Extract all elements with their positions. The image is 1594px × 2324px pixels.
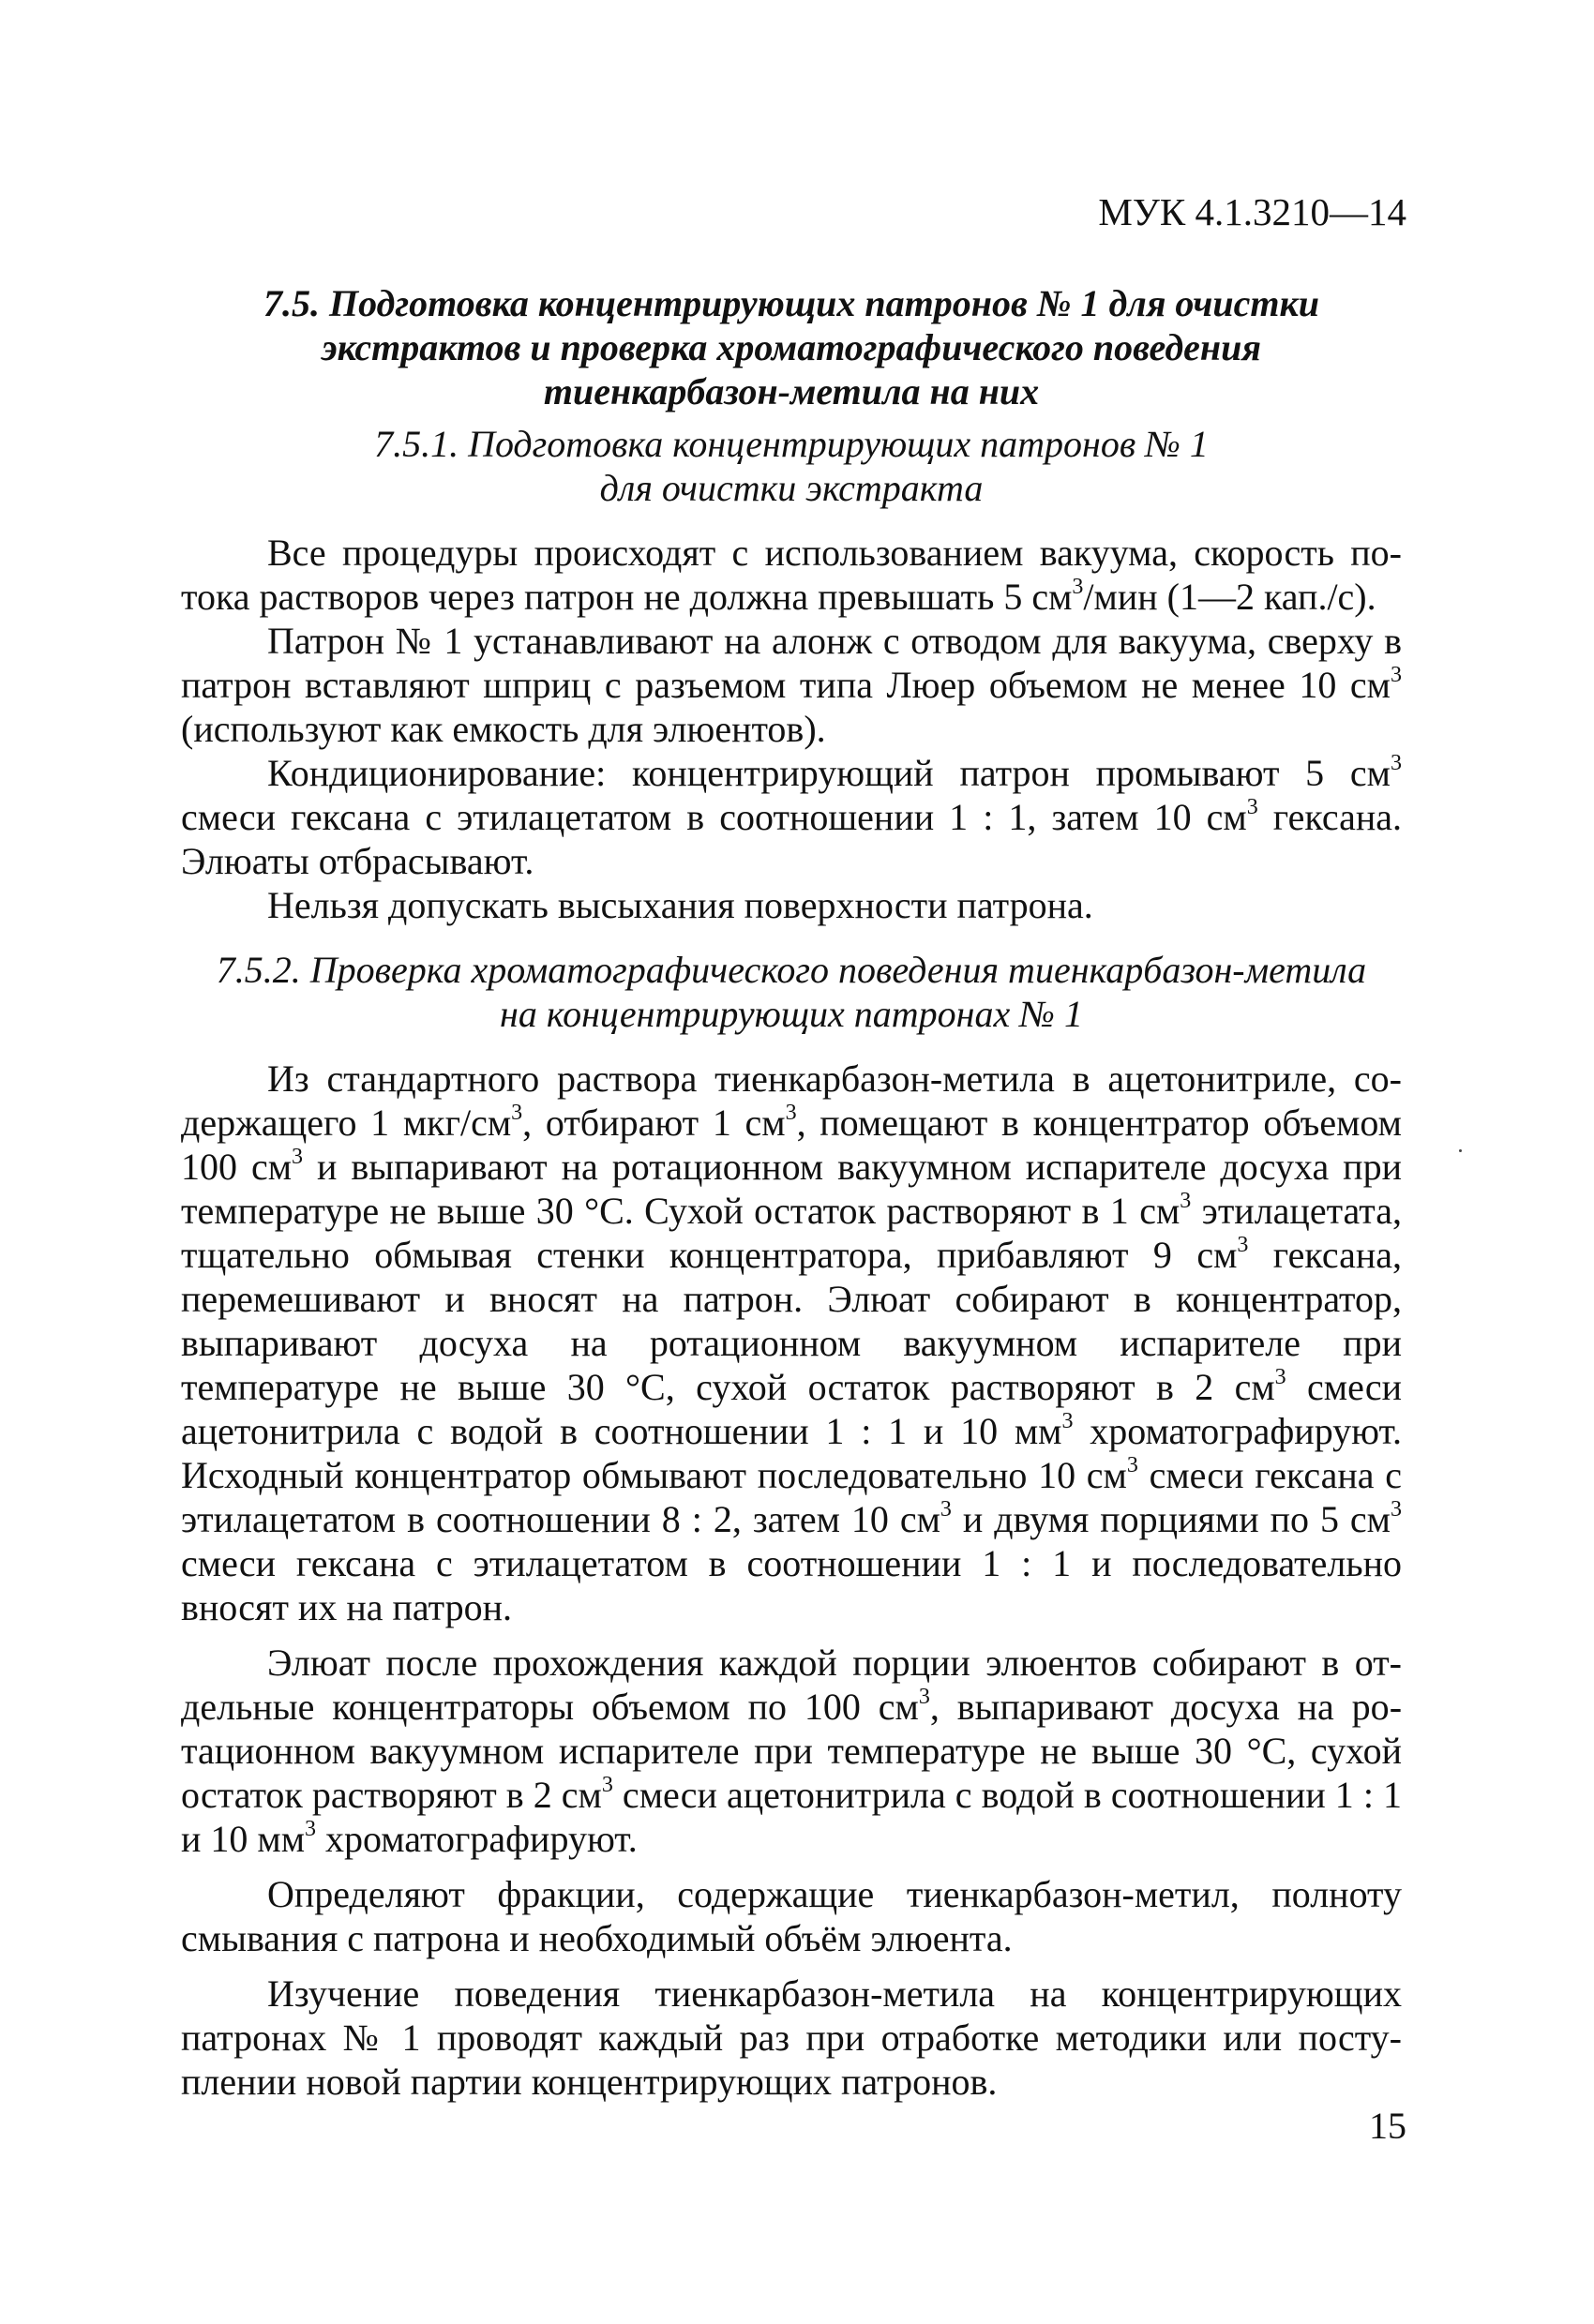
paragraph-determine-fractions: Определяют фракции, содержащие тиенкарбазон-метил, полноту смывания с патрона и необходимый объём элюента. — [181, 1873, 1402, 1959]
document-code: МУК 4.1.3210—14 — [1098, 190, 1406, 233]
scan-speck — [1459, 1149, 1462, 1152]
paragraph-no-drying: Нельзя допускать высыхания поверхности патрона. — [267, 884, 1093, 926]
paragraph-cartridge-setup: Патрон № 1 устанавливают на алонж с отводом для вакуума, сверху в патрон вставляют шприц с разъемом типа Люер объемом не менее 10 $см^3$ (используют как емкость для элюентов). — [181, 620, 1402, 750]
subsection-heading-7-5-1: 7.5.1. Подготовка концентрирующих патронов № 1 для очистки экстракта — [374, 423, 1209, 509]
paragraph-standard-solution: Из стандартного раствора тиенкарбазон-метила в ацетонитриле, содержащего 1 мкг/$см^3$, отбирают 1 $см^3$, помещают в концентратор объемом 100 $см^3$ и выпаривают на ротационном вакуумном испарителе досуха при температуре не выше 30 °С. Сухой остаток растворяют в 1 $см^3$ этилацетата, тщательно обмывая стенки концентратора, прибавляют 9 $см^3$ гексана, перемешивают и вносят на патрон. Элюат собирают в концентратор, выпаривают досуха на ротационном вакуумном испарителе при температуре не выше 30 °С, сухой остаток растворяют в 2 $см^3$ смеси ацетонитрила с водой в соотношении 1 : 1 и 10 $мм^3$ хроматографируют. Исходный концентратор обмывают последовательно 10 $см^3$ смеси гексана с этилацетатом в соотношении 8 : 2, затем 10 $см^3$ и двумя порциями по 5 $см^3$ смеси гексана с этилацетатом в соотношении 1 : 1 и последовательно вносят их на патрон. — [181, 1057, 1403, 1628]
document-body — [181, 281, 1402, 2104]
paragraph-conditioning: Кондиционирование: концентрирующий патрон промывают 5 $см^3$ смеси гексана с этилацетатом в соотношении 1 : 1, затем 10 $см^3$ гексана. Элюаты отбрасывают. — [181, 751, 1402, 882]
page-number: 15 — [1369, 2105, 1406, 2147]
section-heading-7-5: 7.5. Подготовка концентрирующих патронов № 1 для очистки экстрактов и проверка хроматографического поведения тиенкарбазон-метила на них — [263, 282, 1320, 412]
paragraph-eluate-fractions: Элюат после прохождения каждой порции элюентов собирают в отдельные концентраторы объемом по 100 $см^3$, выпаривают досуха на ротационном вакуумном испарителе при температуре не выше 30 °С, сухой остаток растворяют в 2 $см^3$ смеси ацетонитрила с водой в соотношении 1 : 1 и 10 $мм^3$ хроматографируют. — [181, 1642, 1403, 1860]
paragraph-study-behaviour: Изучение поведения тиенкарбазон-метила на концентрирующих патронах № 1 проводят каждый раз при отработке методики или поступлении новой партии концентрирующих патронов. — [181, 1972, 1402, 2103]
paragraph-vacuum: Все процедуры происходят с использованием вакуума, скорость потока растворов через патрон не должна превышать 5 $см^3$/мин (1—2 кап./с). — [181, 532, 1402, 618]
subsection-heading-7-5-2: 7.5.2. Проверка хроматографического поведения тиенкарбазон-метила на концентрирующих патронах № 1 — [216, 949, 1367, 1035]
